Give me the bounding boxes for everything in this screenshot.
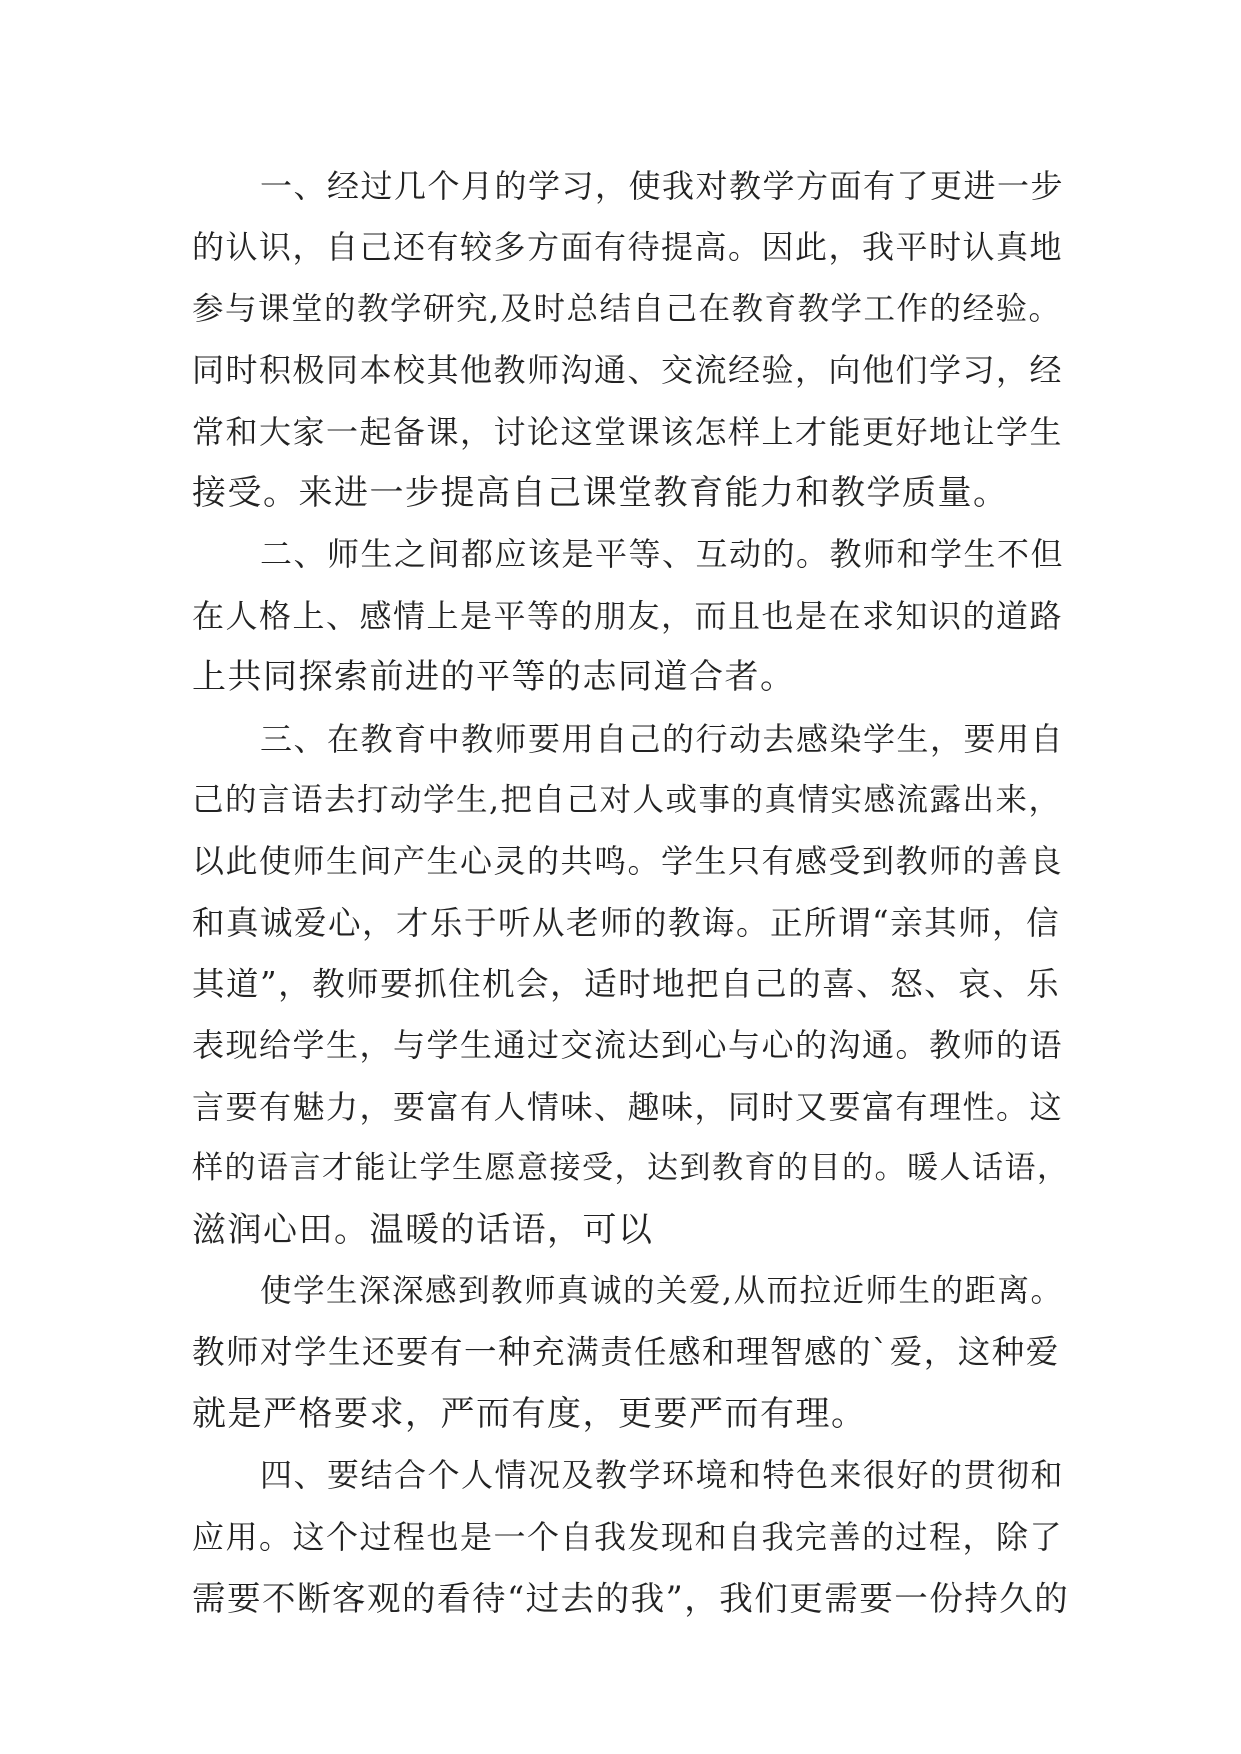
text-line: 以此使师生间产生心灵的共鸣。学生只有感受到教师的善良	[192, 842, 1064, 881]
text-line: 参与课堂的教学研究,及时总结自己在教育教学工作的经验。	[192, 290, 1062, 327]
text-line: 一、经过几个月的学习，使我对教学方面有了更进一步	[260, 167, 1065, 205]
text-line: 的认识，自己还有较多方面有待提高。因此，我平时认真地	[192, 228, 1064, 267]
text-line: 教师对学生还要有一种充满责任感和理智感的`爱，这种爱	[192, 1333, 1060, 1372]
text-line: 需要不断客观的看待“过去的我”，我们更需要一份持久的	[192, 1578, 1070, 1618]
text-line: 己的言语去打动学生,把自己对人或事的真情实感流露出来，	[192, 781, 1062, 818]
text-line: 应用。这个过程也是一个自我发现和自我完善的过程，除了	[192, 1517, 1064, 1556]
text-line: 表现给学生，与学生通过交流达到心与心的沟通。教师的语	[192, 1026, 1064, 1065]
text-line: 其道”，教师要抓住机会，适时地把自己的喜、怒、哀、乐	[192, 965, 1061, 1004]
text-line: 使学生深深感到教师真诚的关爱,从而拉近师生的距离。	[260, 1273, 1064, 1310]
text-line: 接受。来进一步提高自己课堂教育能力和教学质量。	[192, 472, 1009, 513]
text-line: 四、要结合个人情况及教学环境和特色来很好的贯彻和	[260, 1456, 1065, 1495]
text-line: 和真诚爱心，才乐于听从老师的教诲。正所谓“亲其师，信	[192, 903, 1061, 942]
text-line: 滋润心田。温暖的话语，可以	[192, 1209, 654, 1250]
text-line: 常和大家一起备课，讨论这堂课该怎样上才能更好地让学生	[192, 412, 1064, 451]
text-line: 二、师生之间都应该是平等、互动的。教师和学生不但	[260, 535, 1065, 574]
text-line: 就是严格要求，严而有度，更要严而有理。	[192, 1393, 867, 1434]
document-body	[192, 156, 1072, 1629]
text-line: 言要有魅力，要富有人情味、趣味，同时又要富有理性。这	[192, 1087, 1064, 1126]
text-line: 三、在教育中教师要用自己的行动去感染学生，要用自	[260, 719, 1065, 758]
text-line: 样的语言才能让学生愿意接受，达到教育的目的。暖人话语，	[192, 1150, 1070, 1187]
text-line: 同时积极同本校其他教师沟通、交流经验，向他们学习，经	[192, 351, 1064, 390]
text-line: 在人格上、感情上是平等的朋友，而且也是在求知识的道路	[192, 596, 1064, 635]
text-line: 上共同探索前进的平等的志同道合者。	[192, 657, 796, 698]
